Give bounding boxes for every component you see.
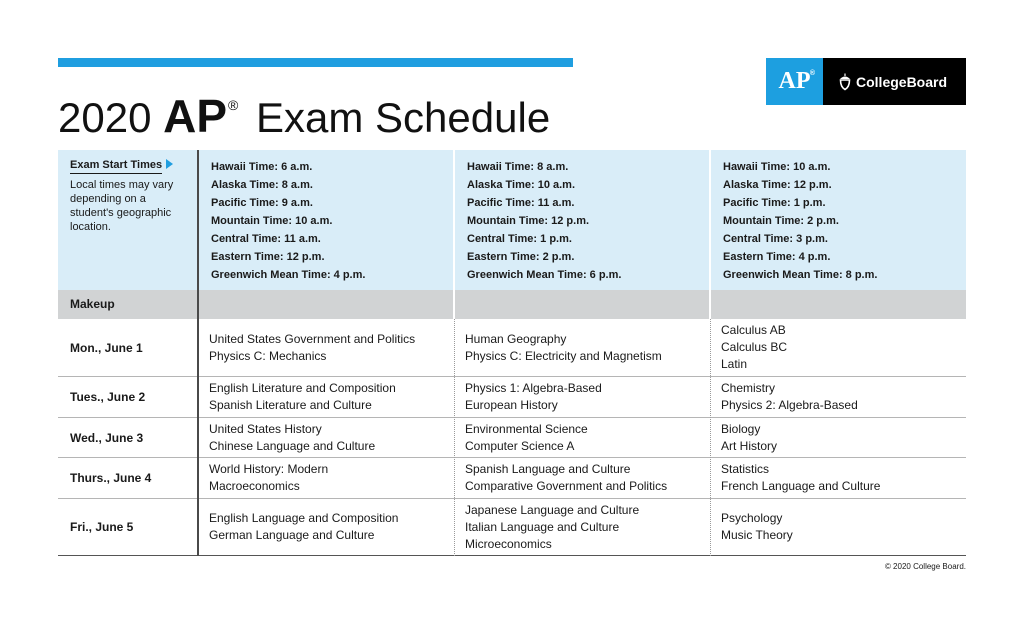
- exam-subject: World History: Modern: [209, 462, 329, 476]
- exam-subject: Physics 1: Algebra-Based: [465, 381, 602, 395]
- makeup-cell-3: [711, 290, 966, 319]
- time-line: Greenwich Mean Time: 6 p.m.: [467, 269, 622, 281]
- day-label: Fri., June 5: [70, 520, 134, 534]
- time-line: Eastern Time: 12 p.m.: [211, 251, 325, 263]
- exam-subject: German Language and Culture: [209, 528, 375, 542]
- table-row: [58, 499, 966, 556]
- exam-subject: Macroeconomics: [209, 479, 300, 493]
- exam-subject: United States Government and Politics: [209, 331, 416, 346]
- exam-start-times-heading: Exam Start Times: [70, 158, 162, 174]
- column-divider: [454, 319, 456, 556]
- exam-cell: [453, 377, 709, 417]
- exam-subject: Biology: [721, 421, 761, 436]
- ap-logo-registered-mark: ®: [809, 70, 815, 77]
- exam-start-times-note: Local times may vary depending on a student's geographic location.: [70, 179, 174, 233]
- exam-cell: [197, 319, 453, 376]
- exam-cell: [197, 377, 453, 417]
- time-line: Greenwich Mean Time: 8 p.m.: [723, 269, 878, 281]
- time-line: Pacific Time: 1 p.m.: [723, 197, 826, 209]
- ap-logo-text: AP: [778, 68, 811, 94]
- exam-cell: [197, 458, 453, 498]
- time-line: Pacific Time: 11 a.m.: [467, 197, 575, 209]
- acorn-icon: [837, 73, 853, 91]
- column-divider: [197, 150, 199, 556]
- time-column-3: [711, 150, 966, 290]
- copyright-notice: © 2020 College Board.: [884, 562, 966, 571]
- exam-subject: Human Geography: [465, 331, 567, 346]
- collegeboard-logo-text: CollegeBoard: [856, 73, 948, 90]
- time-line: Central Time: 11 a.m.: [211, 233, 321, 245]
- table-row: [58, 319, 966, 377]
- makeup-cell-1: [199, 290, 453, 319]
- exam-subject: Latin: [721, 357, 748, 371]
- exam-subject: English Language and Composition: [209, 511, 399, 525]
- exam-subject: Comparative Government and Politics: [465, 479, 668, 493]
- time-line: Eastern Time: 4 p.m.: [723, 251, 831, 263]
- time-line: Central Time: 1 p.m.: [467, 233, 572, 245]
- time-column-2: [455, 150, 709, 290]
- makeup-header-row: [58, 290, 966, 319]
- time-line: Hawaii Time: 6 a.m.: [211, 161, 313, 173]
- title-registered-mark: ®: [228, 97, 239, 113]
- exam-subject: Italian Language and Culture: [465, 519, 620, 534]
- exam-subject: Chinese Language and Culture: [209, 438, 376, 453]
- exam-subject: Music Theory: [721, 528, 793, 542]
- exam-subject: Art History: [721, 438, 778, 453]
- time-line: Eastern Time: 2 p.m.: [467, 251, 575, 263]
- exam-subject: Physics C: Electricity and Magnetism: [465, 348, 662, 363]
- exam-cell: [197, 499, 453, 555]
- time-line: Mountain Time: 2 p.m.: [723, 215, 839, 227]
- time-line: Greenwich Mean Time: 4 p.m.: [211, 269, 366, 281]
- ap-collegeboard-logo: [766, 58, 966, 105]
- makeup-label: Makeup: [58, 290, 197, 319]
- time-line: Central Time: 3 p.m.: [723, 233, 828, 245]
- day-label: Mon., June 1: [70, 340, 143, 355]
- time-line: Pacific Time: 9 a.m.: [211, 197, 313, 209]
- column-divider: [710, 319, 712, 556]
- title-year: 2020: [58, 94, 152, 141]
- day-label: Wed., June 3: [70, 430, 144, 445]
- exam-subject: Physics 2: Algebra-Based: [721, 398, 858, 412]
- exam-cell: [453, 499, 709, 555]
- exam-subject: Japanese Language and Culture: [465, 502, 640, 517]
- table-row: [58, 377, 966, 418]
- time-line: Hawaii Time: 10 a.m.: [723, 161, 831, 173]
- exam-subject: Psychology: [721, 511, 783, 525]
- exam-subject: European History: [465, 398, 558, 412]
- time-line: Alaska Time: 10 a.m.: [467, 179, 576, 191]
- exam-subject: English Literature and Composition: [209, 381, 396, 395]
- triangle-right-icon: [166, 159, 173, 169]
- exam-subject: Microeconomics: [465, 536, 552, 551]
- exam-cell: [453, 458, 709, 498]
- time-column-1: [199, 150, 453, 290]
- exam-cell: [709, 499, 966, 555]
- time-line: Mountain Time: 10 a.m.: [211, 215, 333, 227]
- makeup-cell-2: [455, 290, 709, 319]
- exam-subject: Environmental Science: [465, 421, 588, 436]
- time-line: Mountain Time: 12 p.m.: [467, 215, 590, 227]
- time-line: Hawaii Time: 8 a.m.: [467, 161, 569, 173]
- exam-subject: Spanish Literature and Culture: [209, 398, 372, 412]
- exam-subject: Physics C: Mechanics: [209, 348, 327, 363]
- exam-start-times-intro: [58, 150, 197, 290]
- collegeboard-logo-box: [823, 58, 966, 105]
- day-label: Thurs., June 4: [70, 471, 152, 485]
- exam-start-times-row: [58, 150, 966, 290]
- exam-subject: Spanish Language and Culture: [465, 462, 631, 476]
- exam-subject: Calculus AB: [721, 323, 786, 337]
- exam-cell: [709, 377, 966, 417]
- exam-subject: Statistics: [721, 462, 770, 476]
- exam-subject: French Language and Culture: [721, 479, 881, 493]
- exam-cell: [709, 319, 966, 376]
- title-ap: AP: [163, 90, 228, 142]
- exam-subject: Chemistry: [721, 381, 776, 395]
- day-label: Tues., June 2: [70, 390, 146, 404]
- table-row: [58, 418, 966, 458]
- exam-cell: [453, 418, 709, 457]
- exam-cell: [709, 418, 966, 457]
- time-line: Alaska Time: 12 p.m.: [723, 179, 832, 191]
- table-row: [58, 458, 966, 499]
- page-title: [58, 80, 551, 142]
- exam-cell: [453, 319, 709, 376]
- title-accent-bar: [58, 58, 573, 67]
- ap-logo-box: [766, 58, 823, 105]
- exam-cell: [197, 418, 453, 457]
- exam-subject: Computer Science A: [465, 438, 575, 453]
- time-line: Alaska Time: 8 a.m.: [211, 179, 313, 191]
- exam-subject: Calculus BC: [721, 340, 788, 354]
- exam-subject: United States History: [209, 421, 322, 436]
- exam-cell: [709, 458, 966, 498]
- title-rest: Exam Schedule: [256, 94, 551, 141]
